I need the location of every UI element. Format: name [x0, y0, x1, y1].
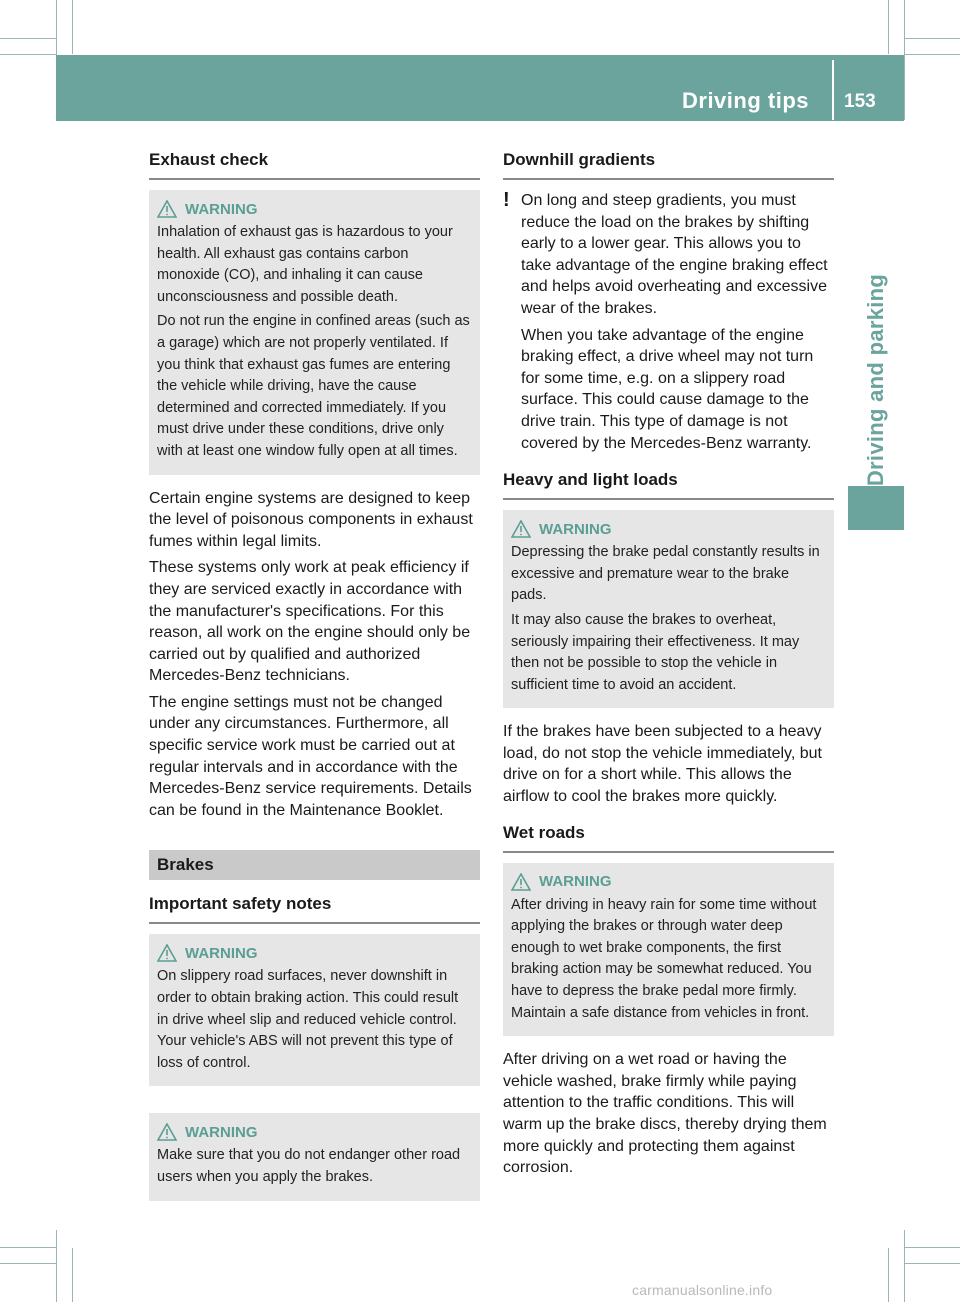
- paragraph: The engine settings must not be changed under any circumstances. Furthermore, all specific service work must be carried out at regular intervals and in accordance with the Mercedes-Benz service requirements. Details can be found in the Maintenance Booklet.: [149, 693, 472, 819]
- warning-label: WARNING: [539, 873, 612, 891]
- paragraph: If the brakes have been subjected to a heavy load, do not stop the vehicle immediately, but drive on for a short while. This allows the airflow to cool the brakes more quickly.: [503, 723, 822, 806]
- warning-text: Make sure that you do not endanger other road users when you apply the brakes.: [157, 1147, 461, 1185]
- crop-mark: [0, 1263, 56, 1264]
- warning-box: [503, 863, 834, 1037]
- warning-box: [503, 510, 834, 708]
- paragraph: Certain engine systems are designed to keep the level of poisonous components in exhaust fumes within legal limits.: [149, 489, 473, 550]
- warning-text: Depressing the brake pedal constantly results in excessive and premature wear to the brake pads.: [511, 544, 820, 604]
- brakes-section-heading: Brakes: [149, 850, 480, 880]
- warning-label: WARNING: [185, 200, 258, 218]
- crop-mark: [0, 38, 56, 39]
- body-text: [149, 488, 480, 822]
- warning-triangle-icon: [511, 873, 531, 891]
- note-text: On long and steep gradients, you must reduce the load on the brakes by shifting early to a lower gear. This allows you to take advantage of the engine braking effect and helps avoid overheating and excessive wear of the brakes.: [521, 192, 828, 317]
- header-divider: [832, 60, 834, 120]
- crop-mark: [905, 1263, 960, 1264]
- warning-box: [149, 190, 480, 475]
- warning-text: Inhalation of exhaust gas is hazardous to your health. All exhaust gas contains carbon monoxide (CO), and inhaling it can cause unconsciousness and possible death.: [157, 224, 453, 305]
- warning-text: After driving in heavy rain for some time without applying the brakes or through water deep enough to wet brake components, the first braking action may be somewhat reduced. You have to depress the brake pedal more firmly. Maintain a safe distance from vehicles in front.: [511, 896, 817, 1021]
- exclamation-icon: !: [503, 189, 510, 211]
- watermark: carmanualsonline.info: [632, 1282, 773, 1298]
- crop-mark: [904, 0, 905, 120]
- crop-mark: [905, 38, 960, 39]
- crop-mark: [888, 1248, 889, 1302]
- paragraph: After driving on a wet road or having the vehicle washed, brake firmly while paying attention to the traffic conditions. This will warm up the brake discs, thereby drying them more quickly and protecting them against corrosion.: [503, 1051, 827, 1177]
- downhill-gradients-heading: Downhill gradients: [503, 150, 834, 180]
- warning-box: [149, 1113, 480, 1200]
- crop-mark: [905, 54, 960, 55]
- warning-label: WARNING: [185, 1123, 258, 1141]
- crop-mark: [72, 1248, 73, 1302]
- warning-text: It may also cause the brakes to overheat, seriously impairing their effectiveness. It may then not be possible to stop the vehicle in sufficient time to avoid an accident.: [511, 611, 800, 693]
- crop-mark: [905, 1247, 960, 1248]
- paragraph: These systems only work at peak efficiency if they are serviced exactly in accordance with the manufacturer's specifications. For this reason, all work on the engine should only be carried out by qualified and authorized Mercedes-Benz technicians.: [149, 559, 471, 685]
- warning-label: WARNING: [185, 944, 258, 962]
- heavy-light-loads-heading: Heavy and light loads: [503, 470, 834, 500]
- left-column: [149, 150, 480, 1214]
- right-column: [503, 150, 834, 1184]
- crop-mark: [0, 54, 56, 55]
- safety-notes-heading: Important safety notes: [149, 894, 480, 924]
- exhaust-check-heading: Exhaust check: [149, 150, 480, 180]
- wet-roads-heading: Wet roads: [503, 823, 834, 853]
- page-number: 153: [844, 91, 876, 112]
- header-title: Driving tips: [682, 88, 810, 113]
- warning-triangle-icon: [157, 1123, 177, 1141]
- warning-triangle-icon: [157, 200, 177, 218]
- warning-text: On slippery road surfaces, never downshift in order to obtain braking action. This could result in drive wheel slip and reduced vehicle control. Your vehicle's ABS will not prevent this type of loss of control.: [157, 968, 459, 1071]
- warning-triangle-icon: [157, 944, 177, 962]
- crop-mark: [904, 1230, 905, 1302]
- warning-label: WARNING: [539, 520, 612, 538]
- warning-text: Do not run the engine in confined areas (such as a garage) which are not properly ventilated. If you think that exhaust gas fumes are entering the vehicle while driving, have the cause determined and corrected immediately. If you must drive under these conditions, drive only with at least one window fully open at all times.: [157, 313, 470, 459]
- warning-box: [149, 934, 480, 1086]
- crop-mark: [0, 1247, 56, 1248]
- side-tab-label: Driving and parking: [863, 273, 888, 487]
- crop-mark: [72, 0, 73, 54]
- crop-mark: [56, 1230, 57, 1302]
- warning-triangle-icon: [511, 520, 531, 538]
- note-text: When you take advantage of the engine braking effect, a drive wheel may not turn for some time, e.g. on a slippery road surface. This could cause damage to the drive train. This type of damage is not covered by the Mercedes-Benz warranty.: [521, 326, 814, 452]
- crop-mark: [888, 0, 889, 54]
- caution-note: [503, 190, 834, 459]
- side-tab-marker: [848, 486, 904, 530]
